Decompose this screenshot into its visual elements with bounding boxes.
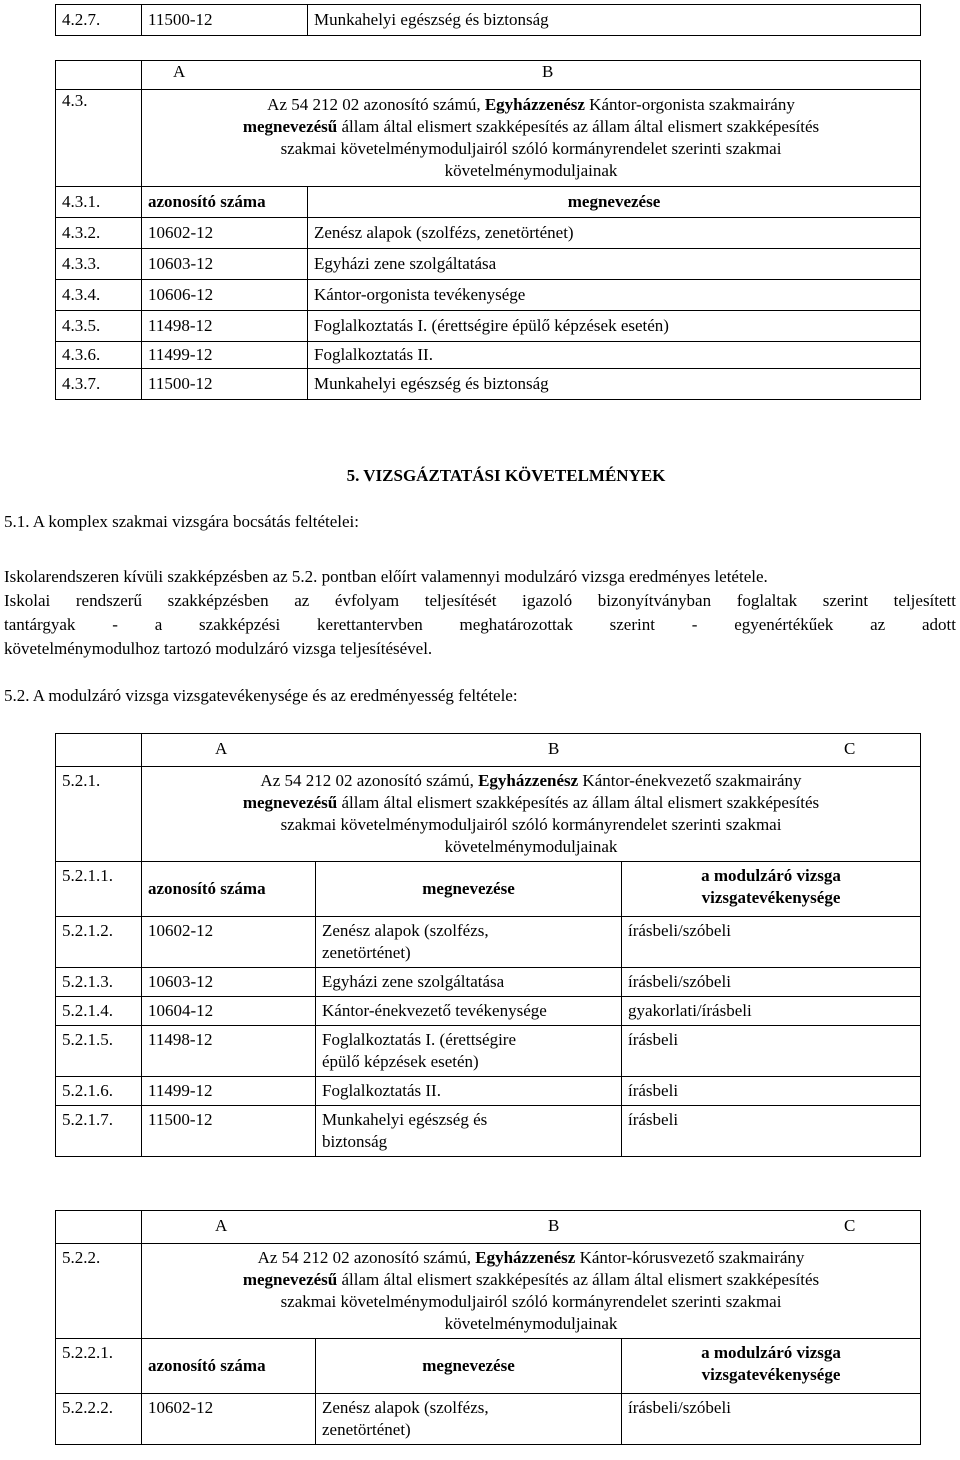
table-row: 5.2.2.2. 10602-12 Zenész alapok (szolfézs, zenetörténet) írásbeli/szóbeli: [56, 1394, 921, 1445]
column-a-label: A: [173, 62, 186, 81]
column-a-label: A: [215, 739, 228, 758]
column-header-row: [56, 1211, 921, 1244]
column-b-label: B: [542, 62, 554, 81]
chapter-title: 5. VIZSGÁZTATÁSI KÖVETELMÉNYEK: [346, 466, 666, 485]
name-column-header: megnevezése: [308, 187, 921, 218]
qualification-description: Az 54 212 02 azonosító számú, Egyházzenész Kántor-kórusvezető szakmairány megnevezésű állam által elismert szakképesítés az állam által elismert szakképesítés szakmai követelménymoduljairól szóló kormányrendelet szerinti szakmai követelménymoduljainak: [142, 1244, 921, 1339]
qualification-header-row: 5.2.1. Az 54 212 02 azonosító számú, Egyházzenész Kántor-énekvezető szakmairány megnevezésű állam által elismert szakképesítés az állam által elismert szakképesítés szakmai követelménymoduljairól szóló kormányrendelet szerinti szakmai követelménymoduljainak: [56, 767, 921, 862]
subheader-row: [56, 187, 921, 218]
column-a-label: A: [215, 1216, 228, 1235]
qualification-description: Az 54 212 02 azonosító számú, Egyházzenész Kántor-énekvezető szakmairány megnevezésű állam által elismert szakképesítés az állam által elismert szakképesítés szakmai követelménymoduljairól szóló kormányrendelet szerinti szakmai követelménymoduljainak: [142, 767, 921, 862]
table-row: 4.3.7. 11500-12 Munkahelyi egészség és biztonság: [56, 369, 921, 400]
activity-column-header: a modulzáró vizsga vizsgatevékenysége: [622, 1339, 921, 1394]
section-heading-5-1: 5.1. A komplex szakmai vizsgára bocsátás feltételei:: [4, 512, 359, 531]
table-row: 4.3.2. 10602-12 Zenész alapok (szolfézs, zenetörténet): [56, 218, 921, 249]
table-row: 5.2.1.4. 10604-12 Kántor-énekvezető tevékenysége gyakorlati/írásbeli: [56, 997, 921, 1026]
module-table-4-3: [55, 60, 921, 400]
table-row: 5.2.1.2. 10602-12 Zenész alapok (szolfézs, zenetörténet) írásbeli/szóbeli: [56, 917, 921, 968]
column-c-label: C: [844, 1216, 856, 1235]
conditions-paragraph: Iskolarendszeren kívüli szakképzésben az 5.2. pontban előírt valamennyi modulzáró vizsga eredményes letétele. Iskolai rendszerű szakképzésben az évfolyam teljesítését igazoló bizonyítványban foglaltak szerint teljesített tantárgyak - a szakképzési kerettantervben meghatározottak szerint - egyenértékűek az adott követelménymodulhoz tartozó modulzáró vizsga teljesítésével.: [4, 567, 956, 658]
row-number: 4.3.: [56, 90, 142, 187]
table-row: 4.3.5. 11498-12 Foglalkoztatás I. (érettségire épülő képzések esetén): [56, 311, 921, 342]
qualification-description: Az 54 212 02 azonosító számú, Egyházzenész Kántor-orgonista szakmairány megnevezésű állam által elismert szakképesítés az állam által elismert szakképesítés szakmai követelménymoduljairól szóló kormányrendelet szerinti szakmai követelménymoduljainak: [142, 90, 921, 187]
id-column-header: azonosító száma: [142, 187, 308, 218]
column-header-row: [56, 734, 921, 767]
table-row: 5.2.1.3. 10603-12 Egyházi zene szolgáltatása írásbeli/szóbeli: [56, 968, 921, 997]
qualification-header-row: [56, 90, 921, 187]
column-b-label: B: [548, 1216, 560, 1235]
table-row: [56, 5, 921, 36]
name-column-header: megnevezése: [316, 1339, 622, 1394]
id-column-header: azonosító száma: [142, 862, 316, 917]
table-row: 4.3.4. 10606-12 Kántor-orgonista tevékenysége: [56, 280, 921, 311]
id-column-header: azonosító száma: [142, 1339, 316, 1394]
table-row: 5.2.1.5. 11498-12 Foglalkoztatás I. (érettségire épülő képzések esetén) írásbeli: [56, 1026, 921, 1077]
activity-column-header: a modulzáró vizsga vizsgatevékenysége: [622, 862, 921, 917]
module-code: 11500-12: [142, 5, 308, 36]
module-name: Munkahelyi egészség és biztonság: [308, 5, 921, 36]
table-row: 4.3.6. 11499-12 Foglalkoztatás II.: [56, 342, 921, 369]
subheader-row: 5.2.1.1. azonosító száma megnevezése a modulzáró vizsga vizsgatevékenysége: [56, 862, 921, 917]
column-b-label: B: [548, 739, 560, 758]
table-row: 5.2.1.7. 11500-12 Munkahelyi egészség és biztonság írásbeli: [56, 1106, 921, 1157]
table-row: 4.3.3. 10603-12 Egyházi zene szolgáltatása: [56, 249, 921, 280]
table-row: 5.2.1.6. 11499-12 Foglalkoztatás II. írásbeli: [56, 1077, 921, 1106]
subheader-row: 5.2.2.1. azonosító száma megnevezése a modulzáró vizsga vizsgatevékenysége: [56, 1339, 921, 1394]
exam-table-5-2-2: [55, 1210, 921, 1445]
exam-table-5-2-1: [55, 733, 921, 1157]
module-table-4-2-tail: [55, 4, 921, 36]
row-number: 4.2.7.: [56, 5, 142, 36]
column-c-label: C: [844, 739, 856, 758]
column-header-row: [56, 61, 921, 90]
row-number: 4.3.1.: [56, 187, 142, 218]
qualification-header-row: 5.2.2. Az 54 212 02 azonosító számú, Egyházzenész Kántor-kórusvezető szakmairány megnevezésű állam által elismert szakképesítés az állam által elismert szakképesítés szakmai követelménymoduljairól szóló kormányrendelet szerinti szakmai követelménymoduljainak: [56, 1244, 921, 1339]
section-heading-5-2: 5.2. A modulzáró vizsga vizsgatevékenysége és az eredményesség feltétele:: [4, 686, 518, 705]
name-column-header: megnevezése: [316, 862, 622, 917]
